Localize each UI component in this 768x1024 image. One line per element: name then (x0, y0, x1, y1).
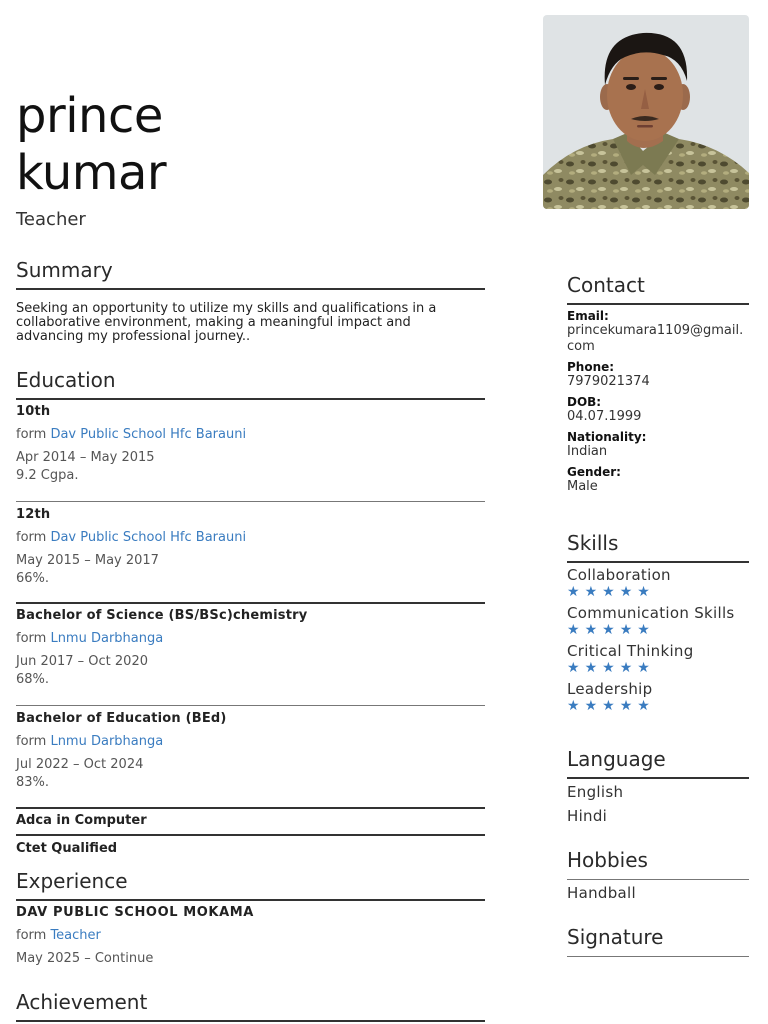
job-title: Teacher (16, 209, 86, 230)
item-divider (16, 807, 485, 809)
first-name: prince (16, 88, 163, 144)
institution-line (16, 427, 486, 442)
contact-divider (567, 303, 749, 305)
institution-line (16, 631, 486, 646)
summary-heading: Summary (16, 258, 113, 282)
language-item: Hindi (567, 807, 608, 825)
nationality-value: Indian (567, 444, 608, 459)
extra-qualification: Ctet Qualified (16, 841, 118, 856)
nationality-label: Nationality: (567, 430, 647, 444)
institution-link[interactable]: Lnmu Darbhanga (50, 631, 164, 646)
item-divider (16, 705, 485, 706)
phone-value: 7979021374 (567, 374, 650, 389)
education-divider (16, 398, 485, 400)
item-divider (16, 834, 485, 836)
star-icon: ★ (567, 660, 585, 676)
phone-label: Phone: (567, 360, 615, 374)
dob-value: 04.07.1999 (567, 409, 642, 424)
gender-value: Male (567, 479, 598, 494)
organization: DAV PUBLIC SCHOOL MOKAMA (16, 905, 254, 920)
institution-prefix: form (16, 631, 47, 646)
grade: 83%. (16, 775, 50, 790)
star-icon: ★ (602, 698, 620, 714)
signature-divider (567, 956, 749, 957)
summary-divider (16, 288, 485, 290)
item-divider (16, 501, 485, 502)
education-item (16, 507, 486, 586)
star-icon: ★ (584, 660, 603, 676)
achievement-heading: Achievement (16, 990, 148, 1014)
institution-link[interactable]: Dav Public School Hfc Barauni (50, 427, 247, 442)
dob-label: DOB: (567, 395, 602, 409)
hobbies-heading: Hobbies (567, 848, 648, 872)
degree: 10th (16, 404, 51, 419)
summary-text: Seeking an opportunity to utilize my skills and qualifications in a collaborative environment, making a meaningful impact and advancing my professional journey.. (16, 301, 437, 344)
dates: May 2025 – Continue (16, 951, 154, 966)
education-item (16, 608, 486, 687)
star-icon: ★ (602, 622, 620, 638)
degree: Bachelor of Science (BS/BSc)chemistry (16, 608, 308, 623)
language-heading: Language (567, 747, 666, 771)
star-icon: ★ (567, 622, 585, 638)
star-icon: ★ (619, 660, 638, 676)
institution-prefix: form (16, 530, 47, 545)
hobby-item: Handball (567, 884, 636, 902)
candidate-name (16, 88, 166, 202)
experience-item (16, 905, 486, 966)
extra-qualification: Adca in Computer (16, 813, 147, 828)
dates: May 2015 – May 2017 (16, 553, 159, 568)
star-icon: ★ (619, 698, 638, 714)
role-link[interactable]: Teacher (50, 928, 101, 943)
star-icon: ★ (584, 698, 603, 714)
language-item: English (567, 783, 624, 801)
profile-photo-image (543, 15, 749, 209)
achievement-divider (16, 1020, 485, 1022)
profile-photo (543, 15, 749, 209)
contact-heading: Contact (567, 273, 645, 297)
skill-rating (567, 660, 749, 676)
email-value: princekumara1109@gmail.com (567, 323, 744, 354)
dates: Apr 2014 – May 2015 (16, 450, 155, 465)
star-icon: ★ (619, 584, 638, 600)
education-item (16, 404, 486, 483)
star-icon: ★ (637, 622, 655, 638)
institution-prefix: form (16, 734, 47, 749)
skill-name: Collaboration (567, 566, 671, 584)
star-icon: ★ (567, 584, 585, 600)
institution-link[interactable]: Lnmu Darbhanga (50, 734, 164, 749)
institution-link[interactable]: Dav Public School Hfc Barauni (50, 530, 247, 545)
hobbies-divider (567, 879, 749, 880)
last-name: kumar (16, 145, 167, 201)
skill-name: Leadership (567, 680, 653, 698)
education-item (16, 711, 486, 790)
institution-line (16, 530, 486, 545)
skill-rating (567, 622, 749, 638)
grade: 68%. (16, 672, 50, 687)
star-icon: ★ (637, 584, 655, 600)
skill-name: Critical Thinking (567, 642, 694, 660)
star-icon: ★ (637, 698, 655, 714)
institution-prefix: form (16, 427, 47, 442)
contact-list (567, 309, 749, 495)
dates: Jun 2017 – Oct 2020 (16, 654, 148, 669)
degree: 12th (16, 507, 51, 522)
education-heading: Education (16, 368, 116, 392)
grade: 9.2 Cgpa. (16, 468, 79, 483)
dates: Jul 2022 – Oct 2024 (16, 757, 144, 772)
skill-rating (567, 584, 749, 600)
star-icon: ★ (567, 698, 585, 714)
skill-rating (567, 698, 749, 714)
item-divider (16, 602, 485, 604)
grade: 66%. (16, 571, 50, 586)
star-icon: ★ (637, 660, 655, 676)
experience-divider (16, 899, 485, 901)
signature-heading: Signature (567, 925, 664, 949)
role-line (16, 928, 486, 943)
star-icon: ★ (584, 622, 603, 638)
star-icon: ★ (619, 622, 638, 638)
institution-line (16, 734, 486, 749)
degree: Bachelor of Education (BEd) (16, 711, 227, 726)
language-divider (567, 777, 749, 779)
star-icon: ★ (584, 584, 603, 600)
star-icon: ★ (602, 584, 620, 600)
email-label: Email: (567, 309, 609, 323)
skill-name: Communication Skills (567, 604, 735, 622)
skills-heading: Skills (567, 531, 619, 555)
gender-label: Gender: (567, 465, 621, 479)
experience-heading: Experience (16, 869, 128, 893)
skills-list (567, 566, 749, 714)
role-prefix: form (16, 928, 47, 943)
skills-divider (567, 561, 749, 563)
star-icon: ★ (602, 660, 620, 676)
